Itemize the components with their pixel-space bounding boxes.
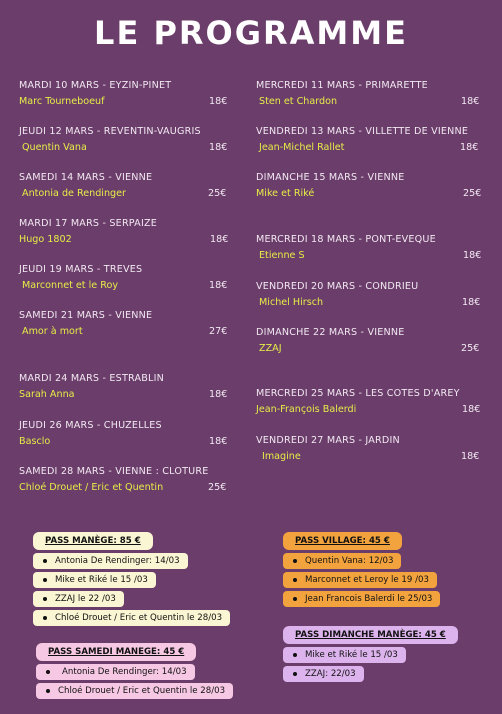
event-date-location: DIMANCHE 15 MARS - VIENNE: [256, 172, 405, 183]
event-artist: Quentin Vana: [22, 142, 87, 153]
event-date-location: MARDI 24 MARS - ESTRABLIN: [19, 373, 164, 384]
event-date-location: MERCREDI 25 MARS - LES COTES D'AREY: [256, 388, 460, 399]
pass-manege: [33, 532, 230, 627]
event-artist: Jean-Michel Rallet: [259, 142, 345, 153]
event-entry: [256, 234, 482, 262]
event-date-location: JEUDI 12 MARS - REVENTIN-VAUGRIS: [19, 126, 201, 137]
event-entry: [256, 172, 482, 200]
pass-item: Quentin Vana: 12/03: [283, 553, 401, 569]
event-entry: [256, 80, 480, 108]
event-artist: Amor à mort: [22, 326, 83, 337]
event-price: 27€: [209, 326, 228, 337]
event-date-location: MARDI 17 MARS - SERPAIZE: [19, 218, 158, 229]
event-price: 25€: [208, 482, 227, 493]
event-entry: [256, 388, 481, 416]
event-date-location: MERCREDI 11 MARS - PRIMARETTE: [256, 80, 428, 91]
event-artist: Hugo 1802: [19, 234, 72, 245]
page-title: LE PROGRAMME: [94, 14, 408, 52]
event-price: 25€: [463, 188, 482, 199]
event-artist: Chloé Drouet / Eric et Quentin: [19, 482, 164, 493]
pass-item: ZZAJ: 22/03: [283, 666, 364, 682]
event-artist: Michel Hirsch: [259, 297, 324, 308]
event-date-location: SAMEDI 14 MARS - VIENNE: [19, 172, 153, 183]
pass-village: [283, 532, 440, 608]
event-entry: [19, 218, 229, 246]
pass-samedi-manege: [36, 643, 233, 700]
event-artist: ZZAJ: [259, 343, 282, 354]
pass-village-title: PASS VILLAGE: 45 €: [283, 532, 402, 550]
event-price: 25€: [461, 343, 480, 354]
event-artist: Sten et Chardon: [259, 96, 338, 107]
event-entry: [19, 264, 228, 292]
event-entry: [256, 327, 480, 355]
event-date-location: JEUDI 19 MARS - TREVES: [19, 264, 143, 275]
event-price: 18€: [461, 451, 480, 462]
event-date-location: DIMANCHE 22 MARS - VIENNE: [256, 327, 405, 338]
pass-item: Antonia De Rendinger: 14/03: [33, 553, 188, 569]
pass-item: Jean Francois Balerdi le 25/03: [283, 591, 440, 607]
event-entry: [19, 80, 228, 108]
event-price: 18€: [461, 96, 480, 107]
event-date-location: MERCREDI 18 MARS - PONT-EVEQUE: [256, 234, 436, 245]
event-artist: Jean-François Balerdi: [256, 404, 357, 415]
pass-item: Antonia De Rendinger: 14/03: [36, 664, 195, 680]
pass-dimanche-manege: [283, 626, 458, 683]
pass-item: Mike et Riké le 15 /03: [283, 647, 406, 663]
event-artist: Marc Tourneboeuf: [19, 96, 105, 107]
event-price: 18€: [462, 297, 481, 308]
event-date-location: VENDREDI 20 MARS - CONDRIEU: [256, 281, 419, 292]
event-price: 18€: [460, 142, 479, 153]
event-price: 18€: [209, 142, 228, 153]
event-price: 25€: [208, 188, 227, 199]
event-entry: [19, 172, 227, 200]
event-price: 18€: [209, 389, 228, 400]
pass-item: Marconnet et Leroy le 19 /03: [283, 572, 437, 588]
event-artist: Basclo: [19, 436, 51, 447]
event-date-location: VENDREDI 13 MARS - VILLETTE DE VIENNE: [256, 126, 469, 137]
event-artist: Marconnet et le Roy: [22, 280, 119, 291]
pass-item: ZZAJ le 22 /03: [33, 591, 124, 607]
pass-item: Chloé Drouet / Eric et Quentin le 28/03: [33, 610, 230, 626]
event-entry: [19, 466, 227, 494]
event-entry: [256, 435, 480, 463]
event-entry: [19, 373, 228, 401]
event-date-location: MARDI 10 MARS - EYZIN-PINET: [19, 80, 172, 91]
event-entry: [19, 420, 228, 448]
event-date-location: JEUDI 26 MARS - CHUZELLES: [19, 420, 162, 431]
event-date-location: VENDREDI 27 MARS - JARDIN: [256, 435, 400, 446]
event-price: 18€: [209, 96, 228, 107]
pass-samedi-title: PASS SAMEDI MANEGE: 45 €: [36, 643, 196, 661]
event-price: 18€: [209, 436, 228, 447]
event-date-location: SAMEDI 21 MARS - VIENNE: [19, 310, 153, 321]
pass-item: Mike et Riké le 15 /03: [33, 572, 156, 588]
event-artist: Etienne S: [259, 250, 305, 261]
event-entry: [256, 126, 479, 154]
event-artist: Sarah Anna: [19, 389, 75, 400]
pass-item: Chloé Drouet / Eric et Quentin le 28/03: [36, 683, 233, 699]
event-entry: [19, 126, 228, 154]
event-artist: Antonia de Rendinger: [22, 188, 126, 199]
event-date-location: SAMEDI 28 MARS - VIENNE : CLOTURE: [19, 466, 209, 477]
event-artist: Imagine: [262, 451, 301, 462]
event-price: 18€: [462, 404, 481, 415]
event-price: 18€: [463, 250, 482, 261]
event-entry: [256, 281, 481, 309]
event-price: 18€: [209, 280, 228, 291]
event-artist: Mike et Riké: [256, 188, 315, 199]
pass-dimanche-title: PASS DIMANCHE MANÈGE: 45 €: [283, 626, 458, 644]
event-price: 18€: [210, 234, 229, 245]
event-entry: [19, 310, 228, 338]
pass-manege-title: PASS MANÈGE: 85 €: [33, 532, 153, 550]
